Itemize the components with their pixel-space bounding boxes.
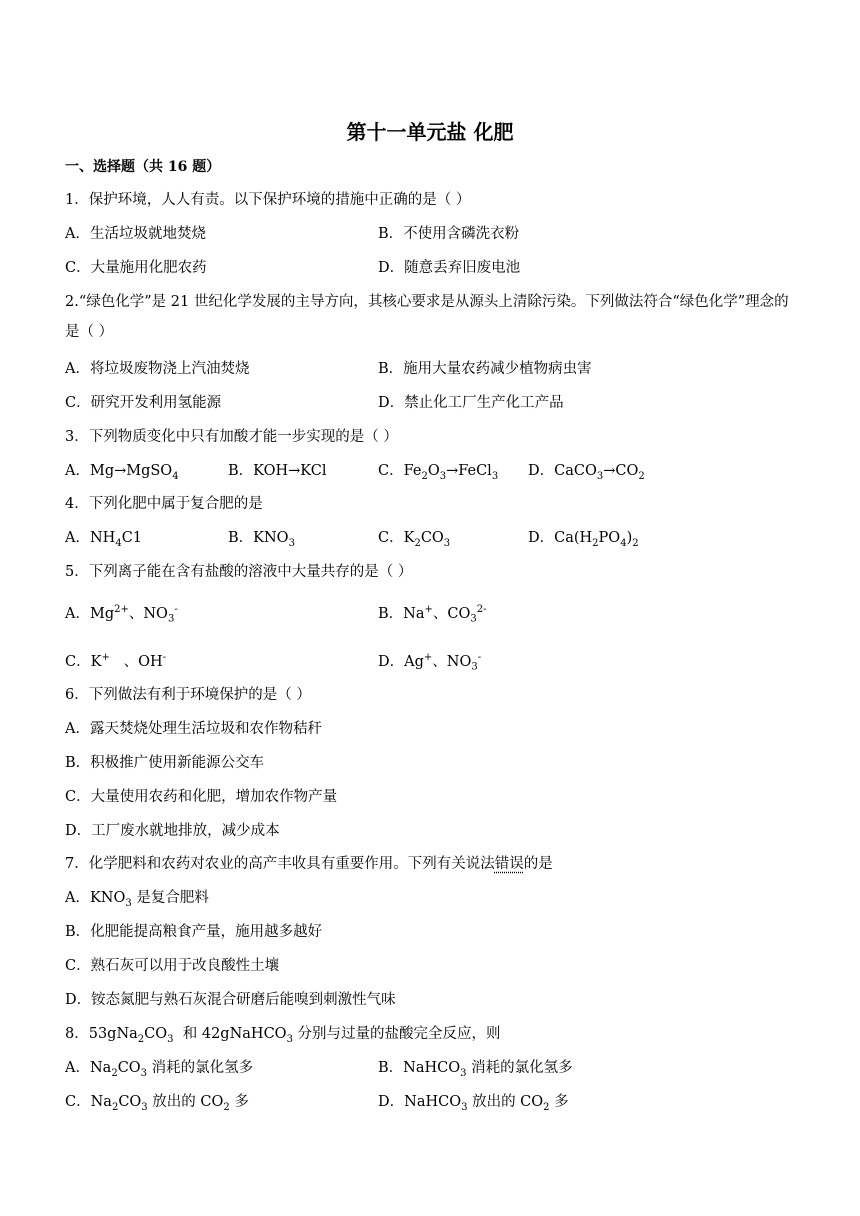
question-2-option-b: B．施用大量农药减少植物病虫害 <box>378 361 592 377</box>
question-8-option-b: B．NaHCO$_3$ 消耗的氯化氢多 <box>378 1060 573 1079</box>
question-7-option-c: C．熟石灰可以用于改良酸性土壤 <box>65 958 280 974</box>
question-4-option-b: B．$KNO_3$ <box>228 530 295 549</box>
question-6-option-c: C．大量使用农药和化肥，增加农作物产量 <box>65 789 338 805</box>
question-6-option-b: B．积极推广使用新能源公交车 <box>65 755 265 771</box>
question-3-option-d: D．$CaCO_3\to CO_2$ <box>528 463 645 482</box>
question-3-option-b: B．KOH→KCl <box>228 463 327 479</box>
section-heading: 一、选择题（共 16 题） <box>65 159 221 175</box>
question-2-option-d: D．禁止化工厂生产化工产品 <box>378 395 564 411</box>
question-6-stem: 6．下列做法有利于环境保护的是（ ） <box>65 687 311 703</box>
document-title: 第十一单元盐 化肥 <box>346 120 514 144</box>
question-7-option-a: A．$KNO_3$ 是复合肥料 <box>65 890 209 909</box>
question-3-option-c: C．$Fe_2O_3\to FeCl_3$ <box>378 463 499 482</box>
question-3-stem: 3．下列物质变化中只有加酸才能一步实现的是（ ） <box>65 429 398 445</box>
question-5-option-c: C．K+ 、OH- <box>65 652 167 670</box>
question-3-option-a: A．Mg→MgSO$_4$ <box>65 463 179 482</box>
question-5-option-a: A．$Mg^{2+}$、$NO_3^-$ <box>65 604 178 625</box>
question-2-option-a: A．将垃圾废物浇上汽油焚烧 <box>65 361 250 377</box>
question-4-option-d: D．$Ca(H_2PO_4)_2$ <box>528 530 639 549</box>
question-8-option-a: A．$Na_2CO_3$ 消耗的氯化氢多 <box>65 1060 254 1079</box>
question-1-stem: 1．保护环境，人人有责。以下保护环境的措施中正确的是（ ） <box>65 192 471 208</box>
question-6-option-a: A．露天焚烧处理生活垃圾和农作物秸秆 <box>65 721 322 737</box>
question-5-option-b: B．Na+、$CO_3^{2-}$ <box>378 604 487 625</box>
question-5-option-d: D．Ag+、$NO_3^-$ <box>378 652 482 673</box>
question-1-option-b: B．不使用含磷洗衣粉 <box>378 226 520 242</box>
question-2-option-c: C．研究开发利用氢能源 <box>65 395 222 411</box>
question-7-option-d: D．铵态氮肥与熟石灰混合研磨后能嗅到刺激性气味 <box>65 992 396 1008</box>
question-1-option-d: D．随意丢弃旧废电池 <box>378 260 521 276</box>
question-1-option-c: C．大量施用化肥农药 <box>65 260 207 276</box>
question-2-stem: 2.“绿色化学”是 21 世纪化学发展的主导方向，其核心要求是从源头上清除污染。下列做法符合“绿色化学”理念的是（ ） <box>65 294 789 340</box>
question-7-stem: 7．化学肥料和农药对农业的高产丰收具有重要作用。下列有关说法错误的是 <box>65 856 553 872</box>
question-4-option-c: C．$K_2CO_3$ <box>378 530 451 549</box>
question-7-option-b: B．化肥能提高粮食产量，施用越多越好 <box>65 924 323 940</box>
question-4-option-a: A．$NH_4C1$ <box>65 530 143 549</box>
question-8-option-c: C．$Na_2CO_3$ 放出的 $CO_2$ 多 <box>65 1094 249 1113</box>
question-6-option-d: D．工厂废水就地排放，减少成本 <box>65 823 280 839</box>
question-1-option-a: A．生活垃圾就地焚烧 <box>65 226 206 242</box>
question-8-option-d: D．NaHCO$_3$ 放出的 $CO_2$ 多 <box>378 1094 569 1113</box>
question-5-stem: 5．下列离子能在含有盐酸的溶液中大量共存的是（ ） <box>65 564 413 580</box>
question-8-stem: 8．$53gNa_2CO_3$ 和 42gNaHCO$_3$ 分别与过量的盐酸完全反应，则 <box>65 1026 501 1045</box>
question-4-stem: 4．下列化肥中属于复合肥的是 <box>65 496 263 512</box>
